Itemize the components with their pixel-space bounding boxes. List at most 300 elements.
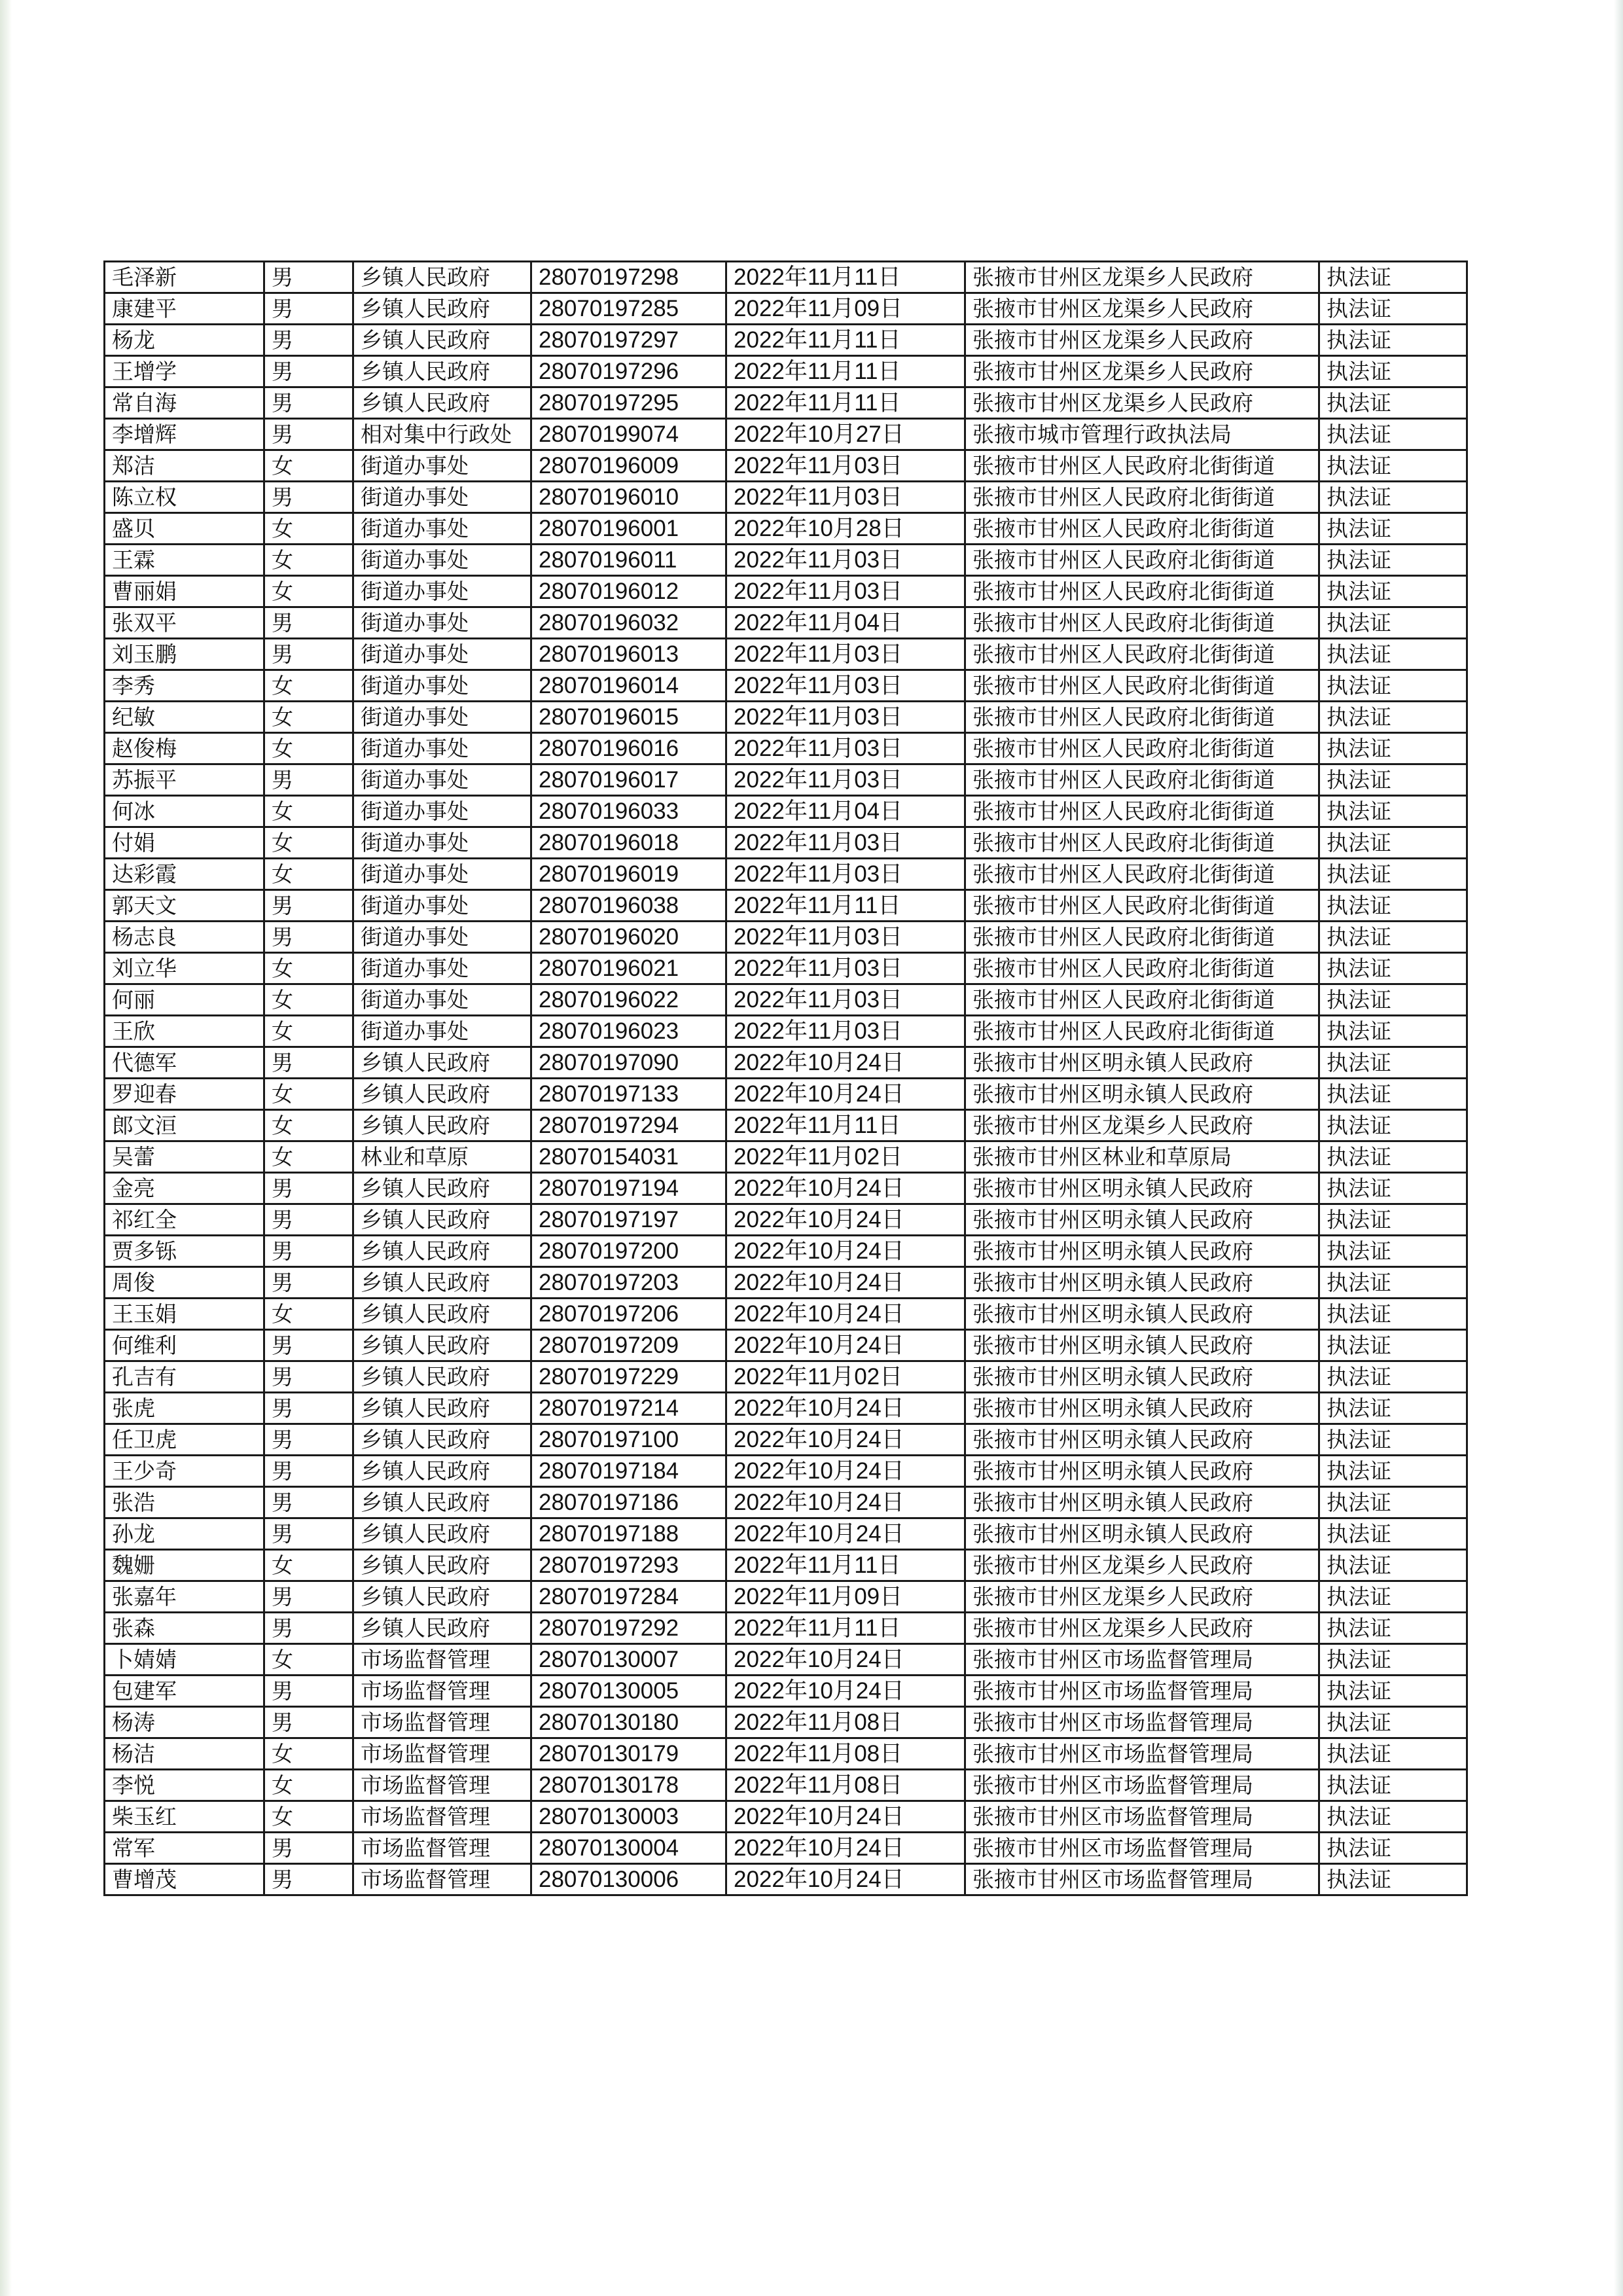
cert-number-cell: 28070197293 (531, 1550, 726, 1581)
gender-cell: 女 (264, 670, 353, 702)
issue-date-cell: 2022年11月08日 (726, 1707, 965, 1738)
unit-type-cell: 市场监督管理 (353, 1770, 531, 1801)
agency-cell: 张掖市甘州区明永镇人民政府 (965, 1299, 1319, 1330)
gender-cell: 男 (264, 1047, 353, 1079)
name-cell: 何丽 (105, 984, 264, 1016)
gender-cell: 女 (264, 1770, 353, 1801)
unit-type-cell: 街道办事处 (353, 607, 531, 639)
name-cell: 张嘉年 (105, 1581, 264, 1613)
gender-cell: 男 (264, 1456, 353, 1487)
cert-number-cell: 28070197194 (531, 1173, 726, 1204)
cert-type-cell: 执法证 (1319, 1707, 1467, 1738)
cert-type-cell: 执法证 (1319, 1424, 1467, 1456)
table-row (105, 1676, 1467, 1707)
table-row (105, 1770, 1467, 1801)
agency-cell: 张掖市甘州区市场监督管理局 (965, 1864, 1319, 1895)
issue-date-cell: 2022年10月24日 (726, 1518, 965, 1550)
cert-type-cell: 执法证 (1319, 513, 1467, 545)
cert-type-cell: 执法证 (1319, 1676, 1467, 1707)
cert-number-cell: 28070196020 (531, 922, 726, 953)
cert-number-cell: 28070196012 (531, 576, 726, 607)
name-cell: 刘玉鹏 (105, 639, 264, 670)
gender-cell: 男 (264, 764, 353, 796)
cert-type-cell: 执法证 (1319, 419, 1467, 450)
table-row (105, 1801, 1467, 1833)
gender-cell: 女 (264, 1141, 353, 1173)
issue-date-cell: 2022年11月03日 (726, 733, 965, 764)
cert-type-cell: 执法证 (1319, 1016, 1467, 1047)
cert-type-cell: 执法证 (1319, 1079, 1467, 1110)
cert-number-cell: 28070196015 (531, 702, 726, 733)
table-row (105, 702, 1467, 733)
unit-type-cell: 街道办事处 (353, 576, 531, 607)
cert-number-cell: 28070196018 (531, 827, 726, 859)
unit-type-cell: 乡镇人民政府 (353, 1613, 531, 1644)
name-cell: 曹丽娟 (105, 576, 264, 607)
gender-cell: 男 (264, 387, 353, 419)
agency-cell: 张掖市甘州区人民政府北街街道 (965, 984, 1319, 1016)
gender-cell: 女 (264, 1079, 353, 1110)
cert-type-cell: 执法证 (1319, 1518, 1467, 1550)
cert-number-cell: 28070196013 (531, 639, 726, 670)
name-cell: 王霖 (105, 545, 264, 576)
table-row (105, 1173, 1467, 1204)
agency-cell: 张掖市甘州区市场监督管理局 (965, 1770, 1319, 1801)
table-row (105, 984, 1467, 1016)
cert-type-cell: 执法证 (1319, 890, 1467, 922)
issue-date-cell: 2022年10月24日 (726, 1173, 965, 1204)
issue-date-cell: 2022年11月03日 (726, 639, 965, 670)
cert-number-cell: 28070197197 (531, 1204, 726, 1236)
cert-number-cell: 28070197188 (531, 1518, 726, 1550)
table-row (105, 670, 1467, 702)
agency-cell: 张掖市甘州区人民政府北街街道 (965, 859, 1319, 890)
gender-cell: 男 (264, 356, 353, 387)
cert-number-cell: 28070196009 (531, 450, 726, 482)
agency-cell: 张掖市甘州区明永镇人民政府 (965, 1424, 1319, 1456)
table-row (105, 1204, 1467, 1236)
unit-type-cell: 乡镇人民政府 (353, 1487, 531, 1518)
cert-type-cell: 执法证 (1319, 1738, 1467, 1770)
name-cell: 何维利 (105, 1330, 264, 1361)
cert-type-cell: 执法证 (1319, 325, 1467, 356)
cert-type-cell: 执法证 (1319, 1204, 1467, 1236)
table-row (105, 1267, 1467, 1299)
scan-edge-left (0, 0, 12, 2296)
table-row (105, 419, 1467, 450)
issue-date-cell: 2022年11月11日 (726, 356, 965, 387)
gender-cell: 男 (264, 325, 353, 356)
issue-date-cell: 2022年11月08日 (726, 1770, 965, 1801)
name-cell: 孙龙 (105, 1518, 264, 1550)
agency-cell: 张掖市甘州区人民政府北街街道 (965, 1016, 1319, 1047)
issue-date-cell: 2022年11月02日 (726, 1361, 965, 1393)
gender-cell: 女 (264, 1738, 353, 1770)
unit-type-cell: 市场监督管理 (353, 1676, 531, 1707)
table-row (105, 953, 1467, 984)
table-row (105, 764, 1467, 796)
agency-cell: 张掖市甘州区人民政府北街街道 (965, 607, 1319, 639)
cert-number-cell: 28070196032 (531, 607, 726, 639)
gender-cell: 女 (264, 1644, 353, 1676)
cert-number-cell: 28070197296 (531, 356, 726, 387)
table-row (105, 1738, 1467, 1770)
cert-number-cell: 28070197133 (531, 1079, 726, 1110)
issue-date-cell: 2022年11月02日 (726, 1141, 965, 1173)
name-cell: 赵俊梅 (105, 733, 264, 764)
gender-cell: 男 (264, 1864, 353, 1895)
issue-date-cell: 2022年11月11日 (726, 890, 965, 922)
name-cell: 常自海 (105, 387, 264, 419)
gender-cell: 男 (264, 1676, 353, 1707)
gender-cell: 男 (264, 1424, 353, 1456)
unit-type-cell: 市场监督管理 (353, 1644, 531, 1676)
gender-cell: 男 (264, 1267, 353, 1299)
gender-cell: 男 (264, 1393, 353, 1424)
unit-type-cell: 街道办事处 (353, 922, 531, 953)
name-cell: 魏姗 (105, 1550, 264, 1581)
table-row (105, 1141, 1467, 1173)
issue-date-cell: 2022年11月03日 (726, 545, 965, 576)
issue-date-cell: 2022年10月24日 (726, 1644, 965, 1676)
issue-date-cell: 2022年11月11日 (726, 1550, 965, 1581)
cert-number-cell: 28070197284 (531, 1581, 726, 1613)
cert-type-cell: 执法证 (1319, 827, 1467, 859)
cert-number-cell: 28070197294 (531, 1110, 726, 1141)
cert-number-cell: 28070130007 (531, 1644, 726, 1676)
gender-cell: 女 (264, 796, 353, 827)
agency-cell: 张掖市甘州区人民政府北街街道 (965, 796, 1319, 827)
name-cell: 达彩霞 (105, 859, 264, 890)
table-row (105, 1361, 1467, 1393)
table-row (105, 1047, 1467, 1079)
cert-number-cell: 28070197184 (531, 1456, 726, 1487)
cert-number-cell: 28070197186 (531, 1487, 726, 1518)
cert-type-cell: 执法证 (1319, 1330, 1467, 1361)
name-cell: 郑洁 (105, 450, 264, 482)
name-cell: 康建平 (105, 293, 264, 325)
unit-type-cell: 市场监督管理 (353, 1801, 531, 1833)
unit-type-cell: 乡镇人民政府 (353, 1236, 531, 1267)
cert-type-cell: 执法证 (1319, 1173, 1467, 1204)
cert-number-cell: 28070154031 (531, 1141, 726, 1173)
gender-cell: 男 (264, 1707, 353, 1738)
gender-cell: 男 (264, 1833, 353, 1864)
issue-date-cell: 2022年11月03日 (726, 922, 965, 953)
name-cell: 张浩 (105, 1487, 264, 1518)
unit-type-cell: 乡镇人民政府 (353, 1299, 531, 1330)
table-row (105, 1613, 1467, 1644)
name-cell: 杨涛 (105, 1707, 264, 1738)
table-row (105, 1550, 1467, 1581)
unit-type-cell: 乡镇人民政府 (353, 1079, 531, 1110)
gender-cell: 女 (264, 1016, 353, 1047)
cert-number-cell: 28070196011 (531, 545, 726, 576)
table-row (105, 1299, 1467, 1330)
table-row (105, 482, 1467, 513)
unit-type-cell: 林业和草原 (353, 1141, 531, 1173)
cert-type-cell: 执法证 (1319, 733, 1467, 764)
name-cell: 常军 (105, 1833, 264, 1864)
unit-type-cell: 街道办事处 (353, 859, 531, 890)
table-row (105, 922, 1467, 953)
agency-cell: 张掖市甘州区人民政府北街街道 (965, 670, 1319, 702)
unit-type-cell: 街道办事处 (353, 513, 531, 545)
agency-cell: 张掖市甘州区人民政府北街街道 (965, 482, 1319, 513)
agency-cell: 张掖市甘州区市场监督管理局 (965, 1707, 1319, 1738)
gender-cell: 女 (264, 953, 353, 984)
unit-type-cell: 街道办事处 (353, 890, 531, 922)
table-row (105, 1393, 1467, 1424)
name-cell: 王少奇 (105, 1456, 264, 1487)
name-cell: 何冰 (105, 796, 264, 827)
cert-type-cell: 执法证 (1319, 1613, 1467, 1644)
name-cell: 曹增茂 (105, 1864, 264, 1895)
cert-type-cell: 执法证 (1319, 387, 1467, 419)
table-row (105, 607, 1467, 639)
unit-type-cell: 街道办事处 (353, 639, 531, 670)
issue-date-cell: 2022年11月03日 (726, 702, 965, 733)
agency-cell: 张掖市甘州区龙渠乡人民政府 (965, 262, 1319, 293)
cert-type-cell: 执法证 (1319, 1393, 1467, 1424)
unit-type-cell: 街道办事处 (353, 733, 531, 764)
cert-type-cell: 执法证 (1319, 450, 1467, 482)
cert-number-cell: 28070196014 (531, 670, 726, 702)
issue-date-cell: 2022年10月24日 (726, 1487, 965, 1518)
table-row (105, 356, 1467, 387)
issue-date-cell: 2022年11月03日 (726, 576, 965, 607)
cert-number-cell: 28070130006 (531, 1864, 726, 1895)
unit-type-cell: 街道办事处 (353, 450, 531, 482)
cert-number-cell: 28070196033 (531, 796, 726, 827)
issue-date-cell: 2022年11月04日 (726, 607, 965, 639)
issue-date-cell: 2022年10月24日 (726, 1676, 965, 1707)
cert-number-cell: 28070197200 (531, 1236, 726, 1267)
gender-cell: 女 (264, 1801, 353, 1833)
table-row (105, 1110, 1467, 1141)
issue-date-cell: 2022年11月03日 (726, 827, 965, 859)
cert-number-cell: 28070196010 (531, 482, 726, 513)
issue-date-cell: 2022年11月11日 (726, 325, 965, 356)
table-row (105, 450, 1467, 482)
unit-type-cell: 街道办事处 (353, 796, 531, 827)
agency-cell: 张掖市甘州区明永镇人民政府 (965, 1236, 1319, 1267)
unit-type-cell: 相对集中行政处 (353, 419, 531, 450)
unit-type-cell: 乡镇人民政府 (353, 387, 531, 419)
agency-cell: 张掖市甘州区人民政府北街街道 (965, 733, 1319, 764)
agency-cell: 张掖市甘州区人民政府北街街道 (965, 450, 1319, 482)
agency-cell: 张掖市甘州区人民政府北街街道 (965, 764, 1319, 796)
issue-date-cell: 2022年11月09日 (726, 293, 965, 325)
cert-type-cell: 执法证 (1319, 1801, 1467, 1833)
cert-number-cell: 28070196017 (531, 764, 726, 796)
cert-type-cell: 执法证 (1319, 262, 1467, 293)
cert-type-cell: 执法证 (1319, 545, 1467, 576)
issue-date-cell: 2022年10月24日 (726, 1236, 965, 1267)
agency-cell: 张掖市甘州区人民政府北街街道 (965, 576, 1319, 607)
cert-number-cell: 28070196021 (531, 953, 726, 984)
issue-date-cell: 2022年11月11日 (726, 1110, 965, 1141)
cert-type-cell: 执法证 (1319, 953, 1467, 984)
gender-cell: 女 (264, 827, 353, 859)
agency-cell: 张掖市甘州区明永镇人民政府 (965, 1173, 1319, 1204)
name-cell: 纪敏 (105, 702, 264, 733)
agency-cell: 张掖市甘州区人民政府北街街道 (965, 545, 1319, 576)
cert-type-cell: 执法证 (1319, 356, 1467, 387)
cert-number-cell: 28070130003 (531, 1801, 726, 1833)
cert-type-cell: 执法证 (1319, 607, 1467, 639)
gender-cell: 男 (264, 1330, 353, 1361)
agency-cell: 张掖市甘州区市场监督管理局 (965, 1738, 1319, 1770)
unit-type-cell: 街道办事处 (353, 984, 531, 1016)
issue-date-cell: 2022年10月24日 (726, 1833, 965, 1864)
table-row (105, 1424, 1467, 1456)
gender-cell: 男 (264, 482, 353, 513)
name-cell: 张双平 (105, 607, 264, 639)
unit-type-cell: 乡镇人民政府 (353, 1361, 531, 1393)
agency-cell: 张掖市甘州区龙渠乡人民政府 (965, 1613, 1319, 1644)
agency-cell: 张掖市甘州区市场监督管理局 (965, 1833, 1319, 1864)
cert-number-cell: 28070197285 (531, 293, 726, 325)
unit-type-cell: 乡镇人民政府 (353, 262, 531, 293)
agency-cell: 张掖市甘州区市场监督管理局 (965, 1801, 1319, 1833)
table-row (105, 1833, 1467, 1864)
agency-cell: 张掖市甘州区明永镇人民政府 (965, 1267, 1319, 1299)
table-row (105, 1236, 1467, 1267)
cert-number-cell: 28070197206 (531, 1299, 726, 1330)
table-row (105, 1644, 1467, 1676)
issue-date-cell: 2022年11月03日 (726, 450, 965, 482)
name-cell: 付娟 (105, 827, 264, 859)
unit-type-cell: 乡镇人民政府 (353, 1110, 531, 1141)
issue-date-cell: 2022年11月03日 (726, 984, 965, 1016)
agency-cell: 张掖市甘州区市场监督管理局 (965, 1644, 1319, 1676)
gender-cell: 男 (264, 607, 353, 639)
cert-number-cell: 28070130179 (531, 1738, 726, 1770)
table-row (105, 1079, 1467, 1110)
agency-cell: 张掖市甘州区人民政府北街街道 (965, 953, 1319, 984)
unit-type-cell: 乡镇人民政府 (353, 1393, 531, 1424)
gender-cell: 女 (264, 450, 353, 482)
unit-type-cell: 街道办事处 (353, 482, 531, 513)
cert-number-cell: 28070199074 (531, 419, 726, 450)
name-cell: 杨龙 (105, 325, 264, 356)
unit-type-cell: 街道办事处 (353, 1016, 531, 1047)
cert-number-cell: 28070197209 (531, 1330, 726, 1361)
name-cell: 金亮 (105, 1173, 264, 1204)
table-row (105, 513, 1467, 545)
cert-number-cell: 28070197297 (531, 325, 726, 356)
name-cell: 李悦 (105, 1770, 264, 1801)
cert-type-cell: 执法证 (1319, 670, 1467, 702)
unit-type-cell: 街道办事处 (353, 827, 531, 859)
gender-cell: 男 (264, 1581, 353, 1613)
agency-cell: 张掖市甘州区明永镇人民政府 (965, 1393, 1319, 1424)
unit-type-cell: 乡镇人民政府 (353, 1518, 531, 1550)
name-cell: 柴玉红 (105, 1801, 264, 1833)
issue-date-cell: 2022年10月28日 (726, 513, 965, 545)
table-row (105, 796, 1467, 827)
unit-type-cell: 乡镇人民政府 (353, 325, 531, 356)
issue-date-cell: 2022年11月03日 (726, 764, 965, 796)
name-cell: 李增辉 (105, 419, 264, 450)
cert-type-cell: 执法证 (1319, 1644, 1467, 1676)
roster-table (103, 260, 1468, 1896)
cert-type-cell: 执法证 (1319, 1581, 1467, 1613)
table-row (105, 639, 1467, 670)
cert-type-cell: 执法证 (1319, 1267, 1467, 1299)
unit-type-cell: 乡镇人民政府 (353, 1173, 531, 1204)
cert-type-cell: 执法证 (1319, 1299, 1467, 1330)
gender-cell: 女 (264, 702, 353, 733)
agency-cell: 张掖市甘州区龙渠乡人民政府 (965, 387, 1319, 419)
name-cell: 王欣 (105, 1016, 264, 1047)
gender-cell: 男 (264, 293, 353, 325)
name-cell: 祁红全 (105, 1204, 264, 1236)
agency-cell: 张掖市甘州区明永镇人民政府 (965, 1204, 1319, 1236)
cert-type-cell: 执法证 (1319, 576, 1467, 607)
issue-date-cell: 2022年10月24日 (726, 1424, 965, 1456)
cert-type-cell: 执法证 (1319, 796, 1467, 827)
unit-type-cell: 乡镇人民政府 (353, 1581, 531, 1613)
agency-cell: 张掖市甘州区人民政府北街街道 (965, 639, 1319, 670)
unit-type-cell: 乡镇人民政府 (353, 293, 531, 325)
cert-number-cell: 28070196022 (531, 984, 726, 1016)
issue-date-cell: 2022年11月04日 (726, 796, 965, 827)
issue-date-cell: 2022年11月08日 (726, 1738, 965, 1770)
unit-type-cell: 乡镇人民政府 (353, 1550, 531, 1581)
name-cell: 张森 (105, 1613, 264, 1644)
unit-type-cell: 乡镇人民政府 (353, 1330, 531, 1361)
table-row (105, 890, 1467, 922)
unit-type-cell: 市场监督管理 (353, 1707, 531, 1738)
name-cell: 毛泽新 (105, 262, 264, 293)
name-cell: 张虎 (105, 1393, 264, 1424)
cert-type-cell: 执法证 (1319, 1141, 1467, 1173)
issue-date-cell: 2022年11月03日 (726, 859, 965, 890)
table-row (105, 1487, 1467, 1518)
name-cell: 周俊 (105, 1267, 264, 1299)
name-cell: 卜婧婧 (105, 1644, 264, 1676)
cert-type-cell: 执法证 (1319, 1456, 1467, 1487)
gender-cell: 男 (264, 1518, 353, 1550)
cert-type-cell: 执法证 (1319, 293, 1467, 325)
issue-date-cell: 2022年10月24日 (726, 1864, 965, 1895)
name-cell: 包建军 (105, 1676, 264, 1707)
name-cell: 盛贝 (105, 513, 264, 545)
gender-cell: 男 (264, 890, 353, 922)
table-row (105, 1707, 1467, 1738)
unit-type-cell: 乡镇人民政府 (353, 1204, 531, 1236)
cert-number-cell: 28070197298 (531, 262, 726, 293)
cert-number-cell: 28070130178 (531, 1770, 726, 1801)
roster-body (105, 262, 1467, 1895)
unit-type-cell: 市场监督管理 (353, 1833, 531, 1864)
name-cell: 李秀 (105, 670, 264, 702)
cert-type-cell: 执法证 (1319, 1833, 1467, 1864)
agency-cell: 张掖市甘州区明永镇人民政府 (965, 1079, 1319, 1110)
cert-type-cell: 执法证 (1319, 702, 1467, 733)
table-row (105, 293, 1467, 325)
agency-cell: 张掖市甘州区林业和草原局 (965, 1141, 1319, 1173)
cert-number-cell: 28070196038 (531, 890, 726, 922)
agency-cell: 张掖市甘州区龙渠乡人民政府 (965, 325, 1319, 356)
table-row (105, 325, 1467, 356)
cert-type-cell: 执法证 (1319, 1110, 1467, 1141)
table-row (105, 827, 1467, 859)
cert-type-cell: 执法证 (1319, 1361, 1467, 1393)
unit-type-cell: 街道办事处 (353, 702, 531, 733)
